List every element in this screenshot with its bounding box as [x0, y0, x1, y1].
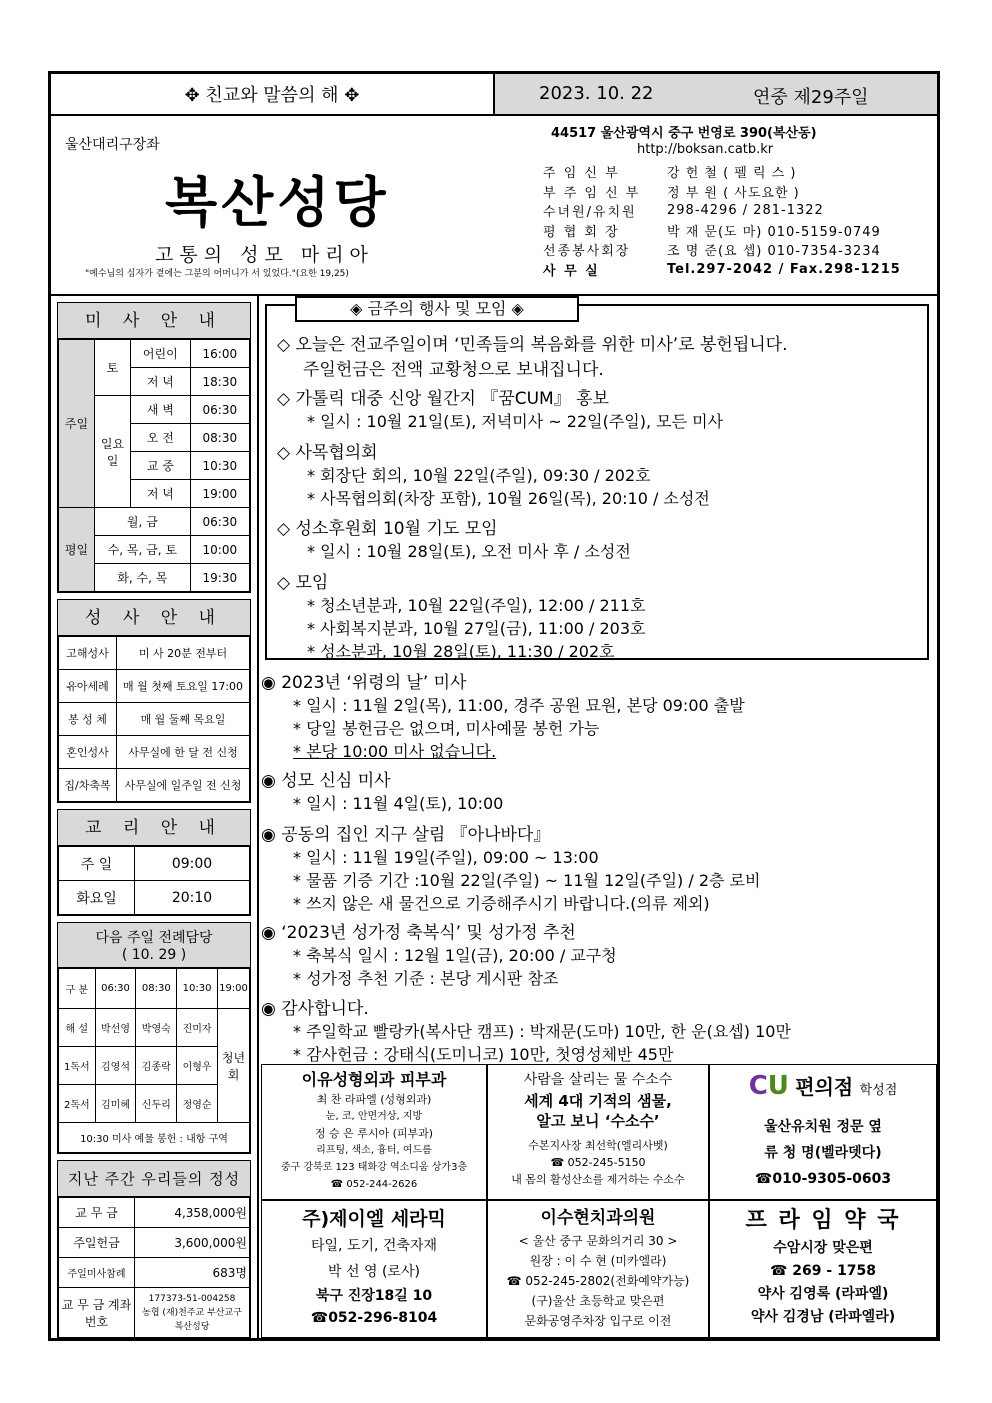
- duty-person: 김미혜: [95, 1085, 136, 1123]
- staff-row: [543, 162, 903, 182]
- events-box: [265, 299, 929, 661]
- staff-value: 조 명 준(요 셉) 010-7354-3234: [667, 244, 881, 260]
- offering-value: 683명: [135, 1258, 250, 1288]
- ad-line: < 울산 중구 문화의거리 30 >: [518, 1234, 678, 1248]
- ad-line: 세계 4대 기적의 샘물,: [524, 1092, 672, 1110]
- sacrament-name: 혼인성사: [59, 736, 117, 769]
- staff-role: 수녀원/유치원: [543, 205, 637, 221]
- duty-person: 정영순: [177, 1085, 218, 1123]
- notice-item: [261, 994, 791, 1065]
- table-row: [59, 1228, 250, 1258]
- staff-role: 사 무 실: [543, 263, 600, 279]
- ad-line: 내 몸의 활성산소를 제거하는 수소수: [511, 1173, 685, 1186]
- sacrament-table: [58, 636, 250, 802]
- ad-title-row: [710, 1071, 936, 1106]
- table-row: [59, 769, 250, 802]
- mass-time: 19:00: [190, 480, 249, 508]
- notice-line: * 물품 기증 기간 :10월 22일(주일) ~ 11월 12일(주일) / 2층 로비: [293, 871, 761, 890]
- notice-line: * 당일 봉헌금은 없으며, 미사예물 봉헌 가능: [293, 719, 600, 738]
- staff-value: 정 부 원 ( 사도요한 ): [667, 185, 800, 201]
- event-line: * 성소분과, 10월 28일(토), 11:30 / 202호: [307, 642, 615, 661]
- notice-line: * 본당 10:00 미사 없습니다.: [293, 742, 497, 761]
- ad-line: ☎ 052-245-5150: [550, 1156, 646, 1169]
- mass-time: 10:30: [190, 452, 249, 480]
- ad-dental: [487, 1200, 709, 1338]
- ad-water: [487, 1064, 709, 1200]
- ad-line: 타일, 도기, 건축자재: [311, 1238, 437, 1254]
- mass-name: 수, 목, 금, 토: [95, 536, 191, 564]
- offering-table: [58, 1197, 250, 1338]
- offering-label: 주일미사참례: [59, 1258, 135, 1288]
- notice-line: * 일시 : 11월 2일(목), 11:00, 경주 공원 묘원, 본당 09:00 출발: [293, 696, 745, 715]
- ad-line: 수본지사장 최선학(엘리사벳): [528, 1139, 668, 1152]
- church-name: 복산성당: [165, 170, 390, 234]
- notice-head: ◉ 2023년 ‘위령의 날’ 미사: [261, 673, 467, 693]
- mass-time: 08:30: [190, 424, 249, 452]
- mass-time: 06:30: [190, 508, 249, 536]
- mass-time: 16:00: [190, 340, 249, 368]
- table-row: [59, 881, 250, 915]
- event-head: ◇ 오늘은 전교주일이며 ‘민족들의 복음화를 위한 미사’로 봉헌됩니다.: [277, 335, 788, 355]
- column-divider: [257, 296, 259, 1338]
- events-title: ◈ 금주의 행사 및 모임 ◈: [295, 296, 579, 322]
- ad-title: 이유성형외과 피부과: [301, 1070, 447, 1089]
- sacrament-name: 유아세례: [59, 670, 117, 703]
- ad-line: 문화공영주차장 입구로 이전: [524, 1314, 672, 1328]
- ad-line: 중구 강북로 123 태화강 역소디움 상가3층: [280, 1162, 468, 1173]
- notice-line: * 일시 : 11월 19일(주일), 09:00 ~ 13:00: [293, 848, 599, 867]
- account-bank: 농협 (재)천주교 부산교구: [142, 1307, 242, 1318]
- ad-store: [709, 1064, 937, 1200]
- mass-title: 미 사 안 내: [58, 303, 250, 339]
- staff-role: 선종봉사회장: [543, 244, 631, 260]
- ad-line: 수암시장 맞은편: [773, 1240, 873, 1256]
- event-line: * 청소년분과, 10월 22일(주일), 12:00 / 211호: [307, 596, 646, 615]
- date-block: [495, 74, 937, 114]
- event-line: * 사목협의회(차장 포함), 10월 26일(목), 20:10 / 소성전: [307, 489, 710, 508]
- staff-value: 박 재 문(도 마) 010-5159-0749: [667, 224, 881, 240]
- mass-name: 저 녁: [131, 480, 191, 508]
- staff-value: 강 헌 철 ( 펠 릭 스 ): [667, 166, 797, 182]
- ad-line: ☎ 052-244-2626: [330, 1179, 418, 1190]
- mass-name: 교 중: [131, 452, 191, 480]
- liturgy-duty: [57, 922, 251, 1154]
- offering-value: 3,600,000원: [135, 1228, 250, 1258]
- sacrament-value: 사무실에 일주일 전 신청: [117, 769, 250, 802]
- ad-line: 최 찬 라파엘 (성형외과): [316, 1093, 432, 1106]
- ad-title: 이수현치과의원: [540, 1208, 656, 1228]
- ad-line: (구)울산 초등학교 맞은편: [531, 1294, 665, 1308]
- ad-line: 눈, 코, 안면거상, 지방: [325, 1111, 423, 1122]
- sacrament-name: 고해성사: [59, 637, 117, 670]
- table-row: [59, 703, 250, 736]
- sacrament-title: 성 사 안 내: [58, 600, 250, 636]
- sacrament-value: 미 사 20분 전부터: [117, 637, 250, 670]
- ad-title: 주)제이엘 세라믹: [302, 1208, 446, 1230]
- catechism-info: [57, 809, 251, 916]
- event-item: [277, 330, 788, 380]
- ad-line: 약사 김영록 (라파엘): [757, 1286, 889, 1302]
- event-head: ◇ 성소후원회 10월 기도 모임: [277, 519, 498, 539]
- mass-name: 월, 금: [95, 508, 191, 536]
- ad-line: 북구 진장18길 10: [315, 1288, 433, 1304]
- notice-head: ◉ 감사합니다.: [261, 999, 369, 1019]
- catechism-time: 20:10: [135, 881, 250, 915]
- diocese: 울산대리구장좌: [65, 137, 160, 153]
- notice-item: [261, 918, 617, 989]
- bulletin-date: 2023. 10. 22: [539, 83, 654, 104]
- scripture-quote: "예수님의 십자가 곁에는 그분의 어머니가 서 있었다."(요한 19,25): [85, 269, 349, 279]
- sacrament-value: 매 월 첫째 토요일 17:00: [117, 670, 250, 703]
- staff-list: [543, 162, 903, 279]
- notice-head: ◉ 공동의 집인 지구 살림 『아나바다』: [261, 825, 551, 845]
- duty-title: 다음 주일 전례담당: [95, 930, 213, 946]
- notice-line: * 쓰지 않은 새 물건으로 기증해주시기 바랍니다.(의류 제외): [293, 894, 710, 913]
- event-line: * 일시 : 10월 21일(토), 저녁미사 ~ 22일(주일), 모든 미사: [307, 412, 724, 431]
- left-column: [57, 302, 251, 1345]
- ad-line: ☎ 269 - 1758: [769, 1263, 877, 1279]
- ad-pharmacy: [709, 1200, 937, 1338]
- brand-logo-c: C: [748, 1071, 768, 1101]
- ad-line: 정 승 은 루시아 (피부과): [314, 1127, 434, 1140]
- offering-title: 지난 주간 우리들의 정성: [58, 1161, 250, 1197]
- sacrament-name: 집/차축복: [59, 769, 117, 802]
- staff-row: [543, 260, 903, 280]
- staff-role: 부 주 임 신 부: [543, 185, 641, 201]
- duty-person: 진미자: [177, 1009, 218, 1047]
- offering-value: 4,358,000원: [135, 1198, 250, 1228]
- event-item: [277, 384, 723, 432]
- duty-col-header: 06:30: [95, 969, 136, 1009]
- ads-grid: [261, 1064, 941, 1338]
- duty-youth: 청년회: [218, 1009, 250, 1123]
- brand-logo-u: U: [767, 1071, 789, 1101]
- duty-person: 이형우: [177, 1047, 218, 1085]
- table-row: [59, 969, 250, 1009]
- event-line: * 일시 : 10월 28일(토), 오전 미사 후 / 소성전: [307, 542, 631, 561]
- event-head: ◇ 사목협의회: [277, 443, 378, 463]
- mass-name: 오 전: [131, 424, 191, 452]
- staff-value: Tel.297-2042 / Fax.298-1215: [667, 261, 901, 277]
- event-item: [277, 438, 710, 509]
- event-item: [277, 514, 631, 562]
- duty-col-header: 구 분: [59, 969, 96, 1009]
- catechism-day: 주 일: [59, 847, 135, 881]
- patron-saint: 고통의 성모 마리아: [155, 244, 374, 266]
- staff-value: 298-4296 / 281-1322: [667, 203, 824, 219]
- duty-person: 박선영: [95, 1009, 136, 1047]
- ad-title: 사람을 살리는 물 수소수: [523, 1072, 673, 1088]
- duty-table: [58, 968, 250, 1153]
- duty-note: 10:30 미사 예물 봉헌 : 내항 구역: [59, 1123, 250, 1153]
- ad-line: 원장 : 이 수 현 (미카엘라): [529, 1254, 667, 1268]
- mass-table: [58, 339, 250, 592]
- notice-line: * 주일학교 빨랑카(복사단 캠프) : 박재문(도마) 10만, 한 운(요셉) 10만: [293, 1022, 791, 1041]
- notice-line: * 축복식 일시 : 12월 1일(금), 20:00 / 교구청: [293, 946, 617, 965]
- ad-line: ☎ 052-245-2802(전화예약가능): [506, 1274, 690, 1288]
- account-holder: 복산성당: [174, 1321, 210, 1332]
- event-line: * 사회복지분과, 10월 27일(금), 11:00 / 203호: [307, 619, 646, 638]
- header-band: [51, 74, 937, 116]
- ad-line: ☎052-296-8104: [310, 1310, 438, 1326]
- mass-name: 저 녁: [131, 368, 191, 396]
- staff-row: [543, 221, 903, 241]
- parish-info: [51, 116, 937, 296]
- sunday-label: 주일: [59, 340, 95, 508]
- event-line: 주일헌금은 전액 교황청으로 보내집니다.: [303, 360, 604, 380]
- duty-person: 김종락: [136, 1047, 177, 1085]
- duty-person: 신두리: [136, 1085, 177, 1123]
- notice-head: ◉ 성모 신심 미사: [261, 771, 391, 791]
- ad-subtitle: 학성점: [859, 1083, 898, 1098]
- notice-line: * 감사헌금 : 강태식(도미니코) 10만, 첫영성체반 45만: [293, 1045, 674, 1064]
- notice-item: [261, 820, 760, 914]
- table-row: [59, 1009, 250, 1047]
- mass-name: 화, 수, 목: [95, 564, 191, 592]
- sat-label: 토: [95, 340, 131, 396]
- account-number: 177373-51-004258: [148, 1293, 236, 1304]
- table-row: [59, 736, 250, 769]
- catechism-title: 교 리 안 내: [58, 810, 250, 846]
- sacrament-info: [57, 599, 251, 803]
- ad-line: 울산유치원 정문 옆: [764, 1119, 882, 1135]
- notice-head: ◉ ‘2023년 성가정 축복식’ 및 성가정 추천: [261, 923, 576, 943]
- account-info: [135, 1288, 250, 1338]
- offering-label: 교 무 금: [59, 1198, 135, 1228]
- duty-header: [58, 923, 250, 968]
- mass-name: 새 벽: [131, 396, 191, 424]
- duty-role: 해 설: [59, 1009, 96, 1047]
- staff-role: 주 임 신 부: [543, 166, 620, 182]
- mass-schedule: [57, 302, 251, 593]
- ad-title: 편의점: [795, 1075, 854, 1099]
- parish-url[interactable]: http://boksan.catb.kr: [637, 142, 774, 157]
- offering-summary: [57, 1160, 251, 1339]
- table-row: [59, 1123, 250, 1153]
- table-row: [59, 637, 250, 670]
- table-row: [59, 1258, 250, 1288]
- notice-line: * 일시 : 11월 4일(토), 10:00: [293, 794, 504, 813]
- table-row: [59, 670, 250, 703]
- duty-role: 1독서: [59, 1047, 96, 1085]
- notice-item: [261, 668, 745, 762]
- event-head: ◇ 모임: [277, 573, 329, 593]
- table-row: [59, 340, 250, 368]
- catechism-time: 09:00: [135, 847, 250, 881]
- bulletin-page: [48, 71, 940, 1341]
- sacrament-value: 매 월 둘째 목요일: [117, 703, 250, 736]
- duty-col-header: 10:30: [177, 969, 218, 1009]
- staff-role: 평 협 회 장: [543, 224, 620, 240]
- ad-line: 약사 김경남 (라파엘라): [750, 1309, 896, 1325]
- ad-clinic: [261, 1064, 487, 1200]
- ad-line: 박 선 영 (로사): [328, 1264, 420, 1280]
- ad-ceramic: [261, 1200, 487, 1338]
- sacrament-name: 봉 성 체: [59, 703, 117, 736]
- table-row: [59, 847, 250, 881]
- ad-line: 알고 보니 ‘수소수’: [536, 1112, 660, 1130]
- duty-role: 2독서: [59, 1085, 96, 1123]
- mass-time: 18:30: [190, 368, 249, 396]
- weekday-label: 평일: [59, 508, 95, 592]
- mass-time: 06:30: [190, 396, 249, 424]
- staff-row: [543, 240, 903, 260]
- liturgical-week: 연중 제29주일: [753, 87, 869, 108]
- duty-col-header: 08:30: [136, 969, 177, 1009]
- event-item: [277, 568, 646, 662]
- ad-line: 리프팅, 색소, 흉터, 여드름: [316, 1145, 432, 1156]
- duty-person: 박영숙: [136, 1009, 177, 1047]
- duty-col-header: 19:00: [218, 969, 250, 1009]
- mass-name: 어린이: [131, 340, 191, 368]
- ad-line: 류 청 명(벨라뎃다): [764, 1145, 882, 1161]
- table-row: [59, 508, 250, 536]
- table-row: [59, 1198, 250, 1228]
- ad-title: 프 라 임 약 국: [745, 1208, 901, 1233]
- table-row: [59, 1288, 250, 1338]
- duty-person: 김영석: [95, 1047, 136, 1085]
- parish-address: 44517 울산광역시 중구 번영로 390(복산동): [551, 126, 817, 141]
- staff-row: [543, 182, 903, 202]
- mass-time: 19:30: [190, 564, 249, 592]
- year-theme: ✥ 친교와 말씀의 해 ✥: [51, 74, 495, 114]
- duty-date: ( 10. 29 ): [121, 947, 187, 963]
- sun-label: 일요일: [95, 396, 131, 508]
- catechism-day: 화요일: [59, 881, 135, 915]
- sacrament-value: 사무실에 한 달 전 신청: [117, 736, 250, 769]
- notice-item: [261, 766, 503, 814]
- catechism-table: [58, 846, 250, 915]
- event-line: * 회장단 회의, 10월 22일(주일), 09:30 / 202호: [307, 466, 651, 485]
- ad-line: ☎010-9305-0603: [754, 1171, 892, 1187]
- staff-row: [543, 201, 903, 221]
- notice-line: * 성가정 추천 기준 : 본당 게시판 참조: [293, 969, 559, 988]
- account-label: 교 무 금 계좌번호: [59, 1288, 135, 1338]
- event-head: ◇ 가톨릭 대중 신앙 월간지 『꿈CUM』 홍보: [277, 389, 609, 409]
- mass-time: 10:00: [190, 536, 249, 564]
- offering-label: 주일헌금: [59, 1228, 135, 1258]
